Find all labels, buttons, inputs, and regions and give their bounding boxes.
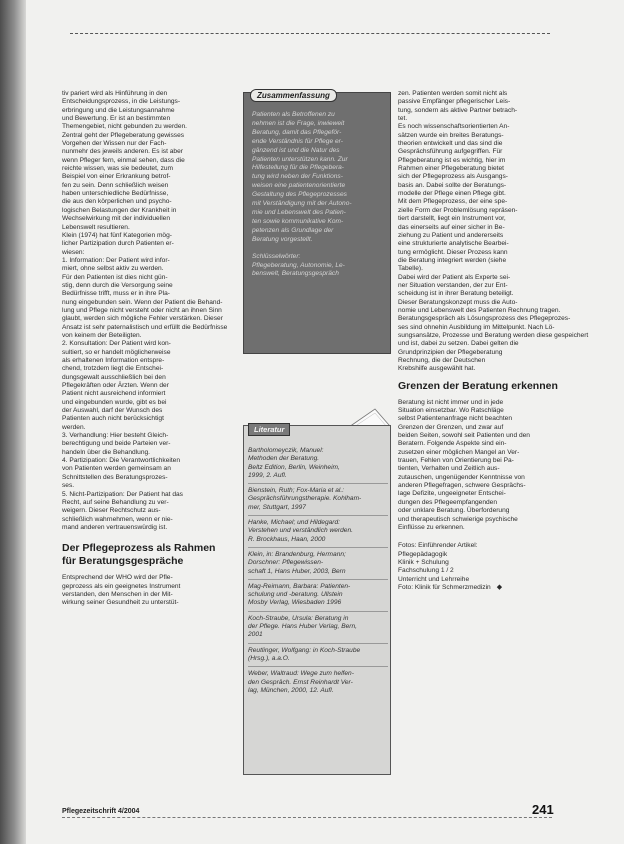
list-line: von keinem der Beteiligten.	[62, 331, 142, 339]
author-line: Foto: Klinik für Schmerzmedizin ◆	[398, 583, 503, 591]
summary-line: ten sowie kommunikative Kom-	[252, 217, 344, 225]
page-number: 241	[532, 802, 554, 817]
list-line: stig, denn durch die Versorgung seine	[62, 281, 173, 289]
text-line: trauen, Fehlen von Orientierung bei Pa-	[398, 457, 514, 465]
text-line: eine strukturierte analytische Bearbei-	[398, 240, 509, 248]
list-line: Patient nicht ausreichend informiert	[62, 390, 166, 398]
author-line: Klinik + Schulung	[398, 558, 449, 566]
list-line: Bedürfnisse trifft, muss er in ihre Pla-	[62, 290, 170, 298]
text-line: scheidung ist in ihrer Beratung beteiligt.	[398, 290, 514, 298]
text-line: Krebshilfe ausgewählt hat.	[398, 365, 476, 373]
list-line: werden.	[62, 423, 86, 431]
reference-line: Klein, in: Brandenburg, Hermann;	[248, 550, 346, 558]
reference-line: Hanke, Michael; und Hildegard:	[248, 519, 340, 527]
journal-issue: Pflegezeitschrift 4/2004	[62, 808, 140, 815]
summary-text	[252, 111, 386, 279]
reference-line: Mag-Reimann, Barbara: Patienten-	[248, 582, 351, 590]
list-line: 3. Verhandlung: Hier besteht Gleich-	[62, 432, 169, 440]
list-line: nung eingebunden sein. Wenn der Patient die Behand-	[62, 298, 223, 306]
list-line: schließlich wahrnehmen, wenn er nie-	[62, 515, 173, 523]
text-line: tienten, Verhalten und Zeitlich aus-	[398, 465, 500, 473]
list-line: Schnittstellen des Beratungsprozes-	[62, 473, 168, 481]
text-line: zutauschen, ungenügender Kenntnisse von	[398, 473, 525, 481]
list-line: 1. Information: Der Patient wird infor-	[62, 256, 170, 264]
text-line: Beispiel von einer Erkrankung betrof-	[62, 173, 171, 181]
text-line: licher Partizipation durch Patienten er-	[62, 240, 174, 248]
text-line: Vorgehen der Wissen nur der Fach-	[62, 140, 167, 148]
list-line: lung und Pflege nicht versteht oder nicht an ihnen Sinn	[62, 306, 222, 314]
text-line: Entsprechend der WHO wird der Pfle-	[62, 574, 173, 582]
section-heading-grenzen: Grenzen der Beratung erkennen	[398, 379, 558, 392]
summary-box	[243, 92, 391, 354]
list-line: berechtigung und beide Parteien ver-	[62, 440, 171, 448]
text-line: logischen Belastungen der Krankheit in	[62, 206, 177, 214]
reference-line: der Pflege. Hans Huber Verlag, Bern,	[248, 623, 357, 631]
summary-line: Hilfestellung für die Pflegebera-	[252, 164, 344, 172]
reference-entry	[248, 516, 388, 548]
reference-line: (Hrsg.), a.a.O.	[248, 654, 290, 662]
text-line: Themengebiet, nicht gebunden zu werden.	[62, 123, 188, 131]
text-line: tiv pariert wird als Hinführung in den	[62, 90, 168, 97]
text-line: Entscheidungsprozess, in die Leistungs-	[62, 98, 181, 106]
right-column	[398, 90, 589, 592]
reference-line: Beltz Edition, Berlin, Weinheim,	[248, 463, 340, 471]
summary-line: Beratung vorgestellt.	[252, 235, 313, 243]
text-line: tung, sondern als aktive Partner betrach-	[398, 106, 518, 114]
footer-rule	[62, 817, 552, 818]
summary-line: ende Verständnis für Pflege er-	[252, 137, 343, 145]
summary-line: mie und Lebenswelt des Patien-	[252, 208, 346, 216]
text-line: die Beratung integriert werden (siehe	[398, 256, 507, 264]
text-line: zielle Form der Problemlösung repräsen-	[398, 206, 518, 214]
text-line: sungsansätze, Prozesse und Beratung werden diese gespeichert	[398, 331, 589, 339]
text-line: basis an. Dabei sollte der Beratungs-	[398, 181, 507, 189]
summary-line: weisen eine patientenorientierte	[252, 182, 346, 190]
reference-line: Mosby Verlag, Wiesbaden 1996	[248, 599, 342, 607]
reference-line: Verstehen und verständlich werden.	[248, 527, 353, 535]
text-line: beiden Seiten, sowohl seit Patienten und den	[398, 432, 530, 440]
references-list	[248, 444, 388, 698]
summary-lines	[252, 111, 386, 245]
text-line: Beratung ist nicht immer und in jede	[398, 398, 504, 406]
list-line: glaubt, werden sich mögliche Fehler verstärken. Dieser	[62, 315, 223, 323]
list-line: dungsgewalt ausschließlich bei den	[62, 373, 166, 381]
list-line: chend, trotzdem liegt die Entschei-	[62, 365, 164, 373]
section-heading-pflegeprozess: Der Pflegeprozess als Rahmen für Beratungsgespräche	[62, 542, 216, 568]
keyword-line: benswelt, Beratungsgespräch	[252, 270, 339, 278]
list-line: miert, ohne selbst aktiv zu werden.	[62, 265, 164, 273]
text-line: Rechnung, die der Deutschen	[398, 357, 486, 364]
text-line: erbringung und die Leistungsannahme	[62, 106, 175, 114]
summary-line: Patienten unterstützen kann. Zur	[252, 155, 348, 163]
reference-entry	[248, 548, 388, 580]
author-line: Fachschulung 1 / 2	[398, 567, 454, 575]
text-line: Tabelle).	[398, 265, 423, 273]
list-line: 2. Konsultation: Der Patient wird kon-	[62, 340, 171, 348]
references-tab: Literatur	[248, 423, 290, 436]
text-line: wenn Pfleger fern, einmal sehen, dass die	[62, 156, 185, 164]
text-line: reichte wissen, was sie bedeutet, zum	[62, 165, 174, 173]
summary-line: mit Verständigung mit der Autono-	[252, 200, 352, 208]
reference-entry	[248, 444, 388, 484]
text-line: Situation einsetzbar. Wo Ratschläge	[398, 407, 504, 415]
text-line: tung ermöglicht. Dieser Prozess kann	[398, 248, 508, 256]
text-line: sich der Pflegeprozess als Ausgangs-	[398, 173, 508, 181]
reference-line: schulung und -beratung. Ullstein	[248, 591, 343, 599]
text-line: Dabei wird der Patient als Experte sei-	[398, 273, 511, 281]
text-line: geprozess als ein geeignetes Instrument	[62, 582, 181, 590]
book-spine-shadow	[0, 0, 26, 844]
reference-line: Reutlinger, Wolfgang: in Koch-Straube	[248, 646, 361, 654]
reference-line: R. Brockhaus, Haan, 2000	[248, 535, 326, 543]
list-line: weigern. Dieser Rechtschutz aus-	[62, 507, 161, 515]
text-line: wiesen:	[62, 248, 85, 256]
text-line: ner Situation verstanden, der zur Ent-	[398, 281, 508, 289]
summary-line: Gestaltung des Pflegeprozesses	[252, 191, 347, 199]
right-column-body	[398, 399, 566, 533]
list-line: als erhaltenen Information entspre-	[62, 357, 165, 364]
text-line: zusetzen einer möglichen Mangel an Ver-	[398, 448, 520, 456]
keyword-line: Schlüsselwörter:	[252, 252, 301, 260]
reference-line: Weber, Waltraud: Wege zum helfen-	[248, 670, 354, 678]
left-column-intro	[62, 90, 222, 257]
reference-line: Gesprächsführungstherapie. Kohlham-	[248, 495, 362, 503]
summary-line: Patienten als Betroffenen zu	[252, 111, 335, 118]
text-line: passive Empfänger pflegerischer Leis-	[398, 98, 511, 106]
text-line: Beratungsgespräch als Lösungsprozess des Pflegeprozes-	[398, 315, 571, 323]
left-column	[62, 90, 228, 608]
text-line: nomie und Lebenswelt des Patienten Rechnung tragen.	[398, 306, 561, 314]
text-line: Beratern. Folgende Aspekte sind ein-	[398, 440, 507, 448]
text-line: Lebenswelt resultieren.	[62, 223, 130, 231]
text-line: Gesprächsführung aufgegriffen. Für	[398, 148, 503, 156]
summary-keywords	[252, 253, 386, 280]
text-line: die aus den körperlichen und psycho-	[62, 198, 172, 206]
left-column-outro	[62, 574, 222, 607]
text-line: selbst Patientenanfrage nicht beachten	[398, 415, 513, 423]
list-line: und eingebunden wurde, gibt es bei	[62, 398, 167, 406]
reference-line: lag, München, 2000, 12. Aufl.	[248, 686, 334, 694]
text-line: Einflüsse zu erkennen.	[398, 523, 465, 531]
text-line: Dieser Beratungskonzept muss die Auto-	[398, 298, 518, 306]
text-line: und ist, dabei zu setzen. Dabei gelten die	[398, 340, 519, 348]
summary-tab: Zusammenfassung	[250, 89, 337, 102]
reference-entry	[248, 580, 388, 612]
text-line: Es noch wissenschaftsorientierten An-	[398, 123, 510, 131]
list-line: Patienten auch nicht berücksichtigt	[62, 415, 164, 423]
text-line: wirkung seiner Gesundheit zu unterstüt-	[62, 599, 179, 607]
author-line: Unterricht und Lehrreihe	[398, 575, 470, 583]
text-line: Grundprinzipien der Pflegeberatung	[398, 348, 503, 356]
text-line: modelle der Pflege einen Pflege gibt.	[398, 190, 506, 198]
text-line: ziehung zu Patient und andererseits	[398, 231, 504, 239]
reference-line: Methoden der Beratung.	[248, 455, 320, 463]
text-line: verstanden, den Menschen in der Mit-	[62, 590, 173, 598]
list-line: der Auswahl, darf der Wunsch des	[62, 407, 163, 415]
text-line: das einerseits auf einer sicher in Be-	[398, 223, 505, 231]
text-line: Mit dem Pflegeprozess, der eine spe-	[398, 198, 508, 206]
reference-line: Bienstein, Ruth; Fox-Maria et al.:	[248, 487, 345, 495]
list-line: sultiert, so er handelt möglicherweise	[62, 348, 171, 356]
participation-list	[62, 256, 228, 532]
text-line: Pflegeberatung ist es wichtig, hier im	[398, 156, 506, 164]
summary-line: petenzen als Grundlage der	[252, 226, 334, 234]
reference-line: mer, Stuttgart, 1997	[248, 503, 306, 511]
list-line: von Patienten werden gemeinsam an	[62, 465, 171, 473]
author-line: Pflegepädagogik	[398, 550, 448, 558]
text-line: oder unklare Beratung. Überforderung	[398, 507, 510, 515]
list-line: 5. Nicht-Partizipation: Der Patient hat das	[62, 490, 183, 498]
top-rule	[70, 33, 550, 34]
text-line: Zentral geht der Pflegeberatung gewisses	[62, 131, 185, 139]
list-line: Pflegekräften oder Ärzten. Wenn der	[62, 382, 169, 390]
list-line: 4. Partizipation: Die Verantwortlichkeiten	[62, 457, 181, 465]
text-line: anderen Pflegefragen, schwere Gesprächs-	[398, 482, 526, 490]
text-line: ses sind ohnehin Ausbildung im Mittelpunkt. Nach Lö-	[398, 323, 555, 331]
reference-line: 1999, 2. Aufl.	[248, 471, 287, 479]
text-line: theorien entwickelt und das sind die	[398, 140, 503, 148]
keyword-line: Pflegeberatung, Autonomie, Le-	[252, 261, 345, 269]
text-line: tet.	[398, 115, 408, 123]
reference-entry	[248, 667, 388, 698]
text-line: Wechselwirkung mit der individuellen	[62, 215, 170, 223]
text-line: und Bewertung. Er ist an bestimmten	[62, 115, 171, 123]
reference-entry	[248, 612, 388, 644]
author-line: Fotos: Einführender Artikel:	[398, 542, 478, 550]
text-line: Rahmen einer Pflegeberatung bietet	[398, 165, 504, 173]
reference-entry	[248, 484, 388, 516]
list-line: mand anderen vertrauenswürdig ist.	[62, 523, 168, 531]
reference-entry	[248, 644, 388, 668]
author-note	[398, 542, 566, 592]
reference-line: Bartholomeyczik, Manuel:	[248, 447, 324, 454]
text-line: haben unterschiedliche Bedürfnisse,	[62, 190, 169, 198]
reference-line: den Gespräch. Ernst Reinhardt Ver-	[248, 678, 353, 686]
text-line: zen. Patienten werden somit nicht als	[398, 90, 508, 97]
text-line: Grenzen der Grenzen, und zwar auf	[398, 423, 504, 431]
list-line: Recht, auf seine Behandlung zu ver-	[62, 498, 169, 506]
text-line: sätzen wurde ein breites Beratungs-	[398, 131, 504, 139]
text-line: fen zu sein. Denn schließlich weisen	[62, 181, 169, 189]
text-line: tiert darstellt, liegt ein Instrument vor,	[398, 215, 506, 223]
list-line: Für den Patienten ist dies nicht gün-	[62, 273, 168, 281]
right-column-intro	[398, 90, 589, 374]
text-line: Klein (1974) hat fünf Kategorien mög-	[62, 231, 172, 239]
summary-line: nehmen ist die Frage, inwieweit	[252, 119, 345, 127]
list-line: handeln über die Behandlung.	[62, 448, 150, 456]
reference-line: 2001	[248, 631, 263, 639]
text-line: lage Defizite, ungeeigneter Entschei-	[398, 490, 506, 498]
text-line: dungen des Pflegeempfangenden	[398, 498, 497, 506]
reference-line: schaft 1, Hans Huber, 2003, Bern	[248, 567, 346, 575]
list-line: Ansatz ist sehr paternalistisch und erfüllt die Bedürfnisse	[62, 323, 228, 331]
references-box	[243, 425, 391, 775]
text-line: nunmehr des jeweils anderen. Es ist aber	[62, 148, 183, 156]
text-line: und therapeutisch schwierige psychische	[398, 515, 518, 523]
reference-line: Koch-Straube, Ursula: Beratung in	[248, 614, 349, 622]
end-mark-icon: ◆	[496, 583, 503, 591]
summary-line: tung wird neben der Funktions-	[252, 173, 343, 181]
summary-line: gänzend ist und die Natur des	[252, 146, 340, 154]
list-line: ses.	[62, 482, 75, 490]
summary-line: Beratung, damit das Pflegeför-	[252, 128, 342, 136]
reference-line: Dorschner: Pflegewissen-	[248, 559, 324, 567]
